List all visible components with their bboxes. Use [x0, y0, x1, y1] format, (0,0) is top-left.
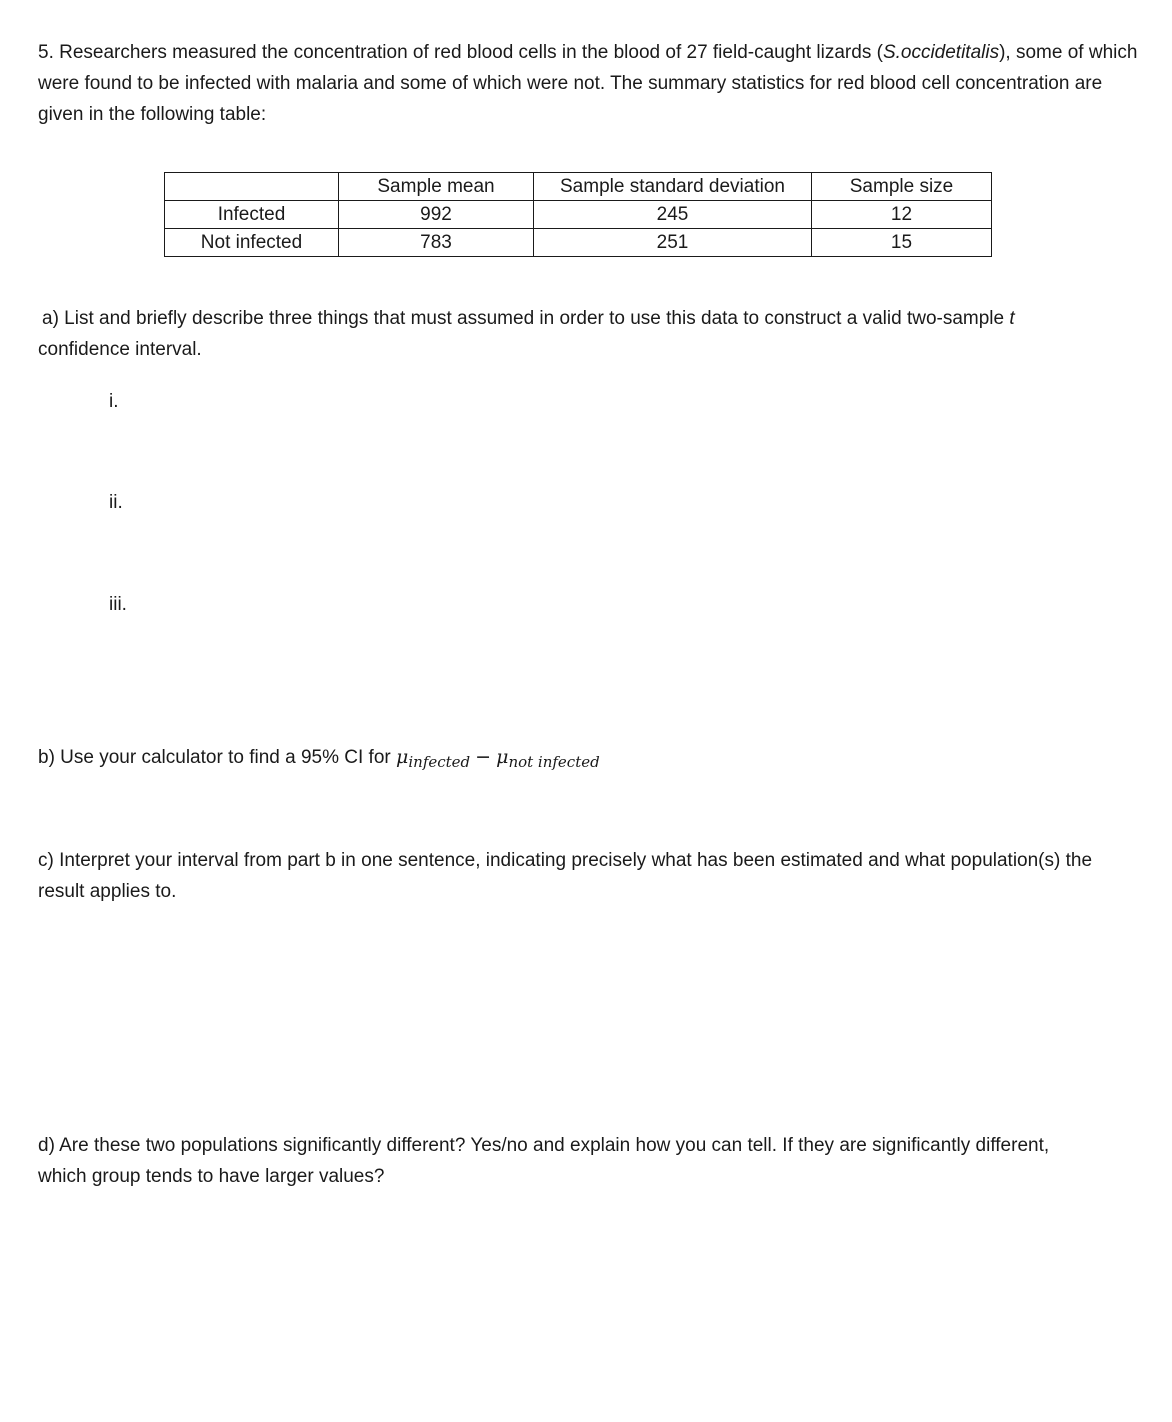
table-cell: 15	[812, 229, 992, 257]
intro-text-end: ), some of which were found to be infected with malaria and some of which were not. The summary statistics for red blood cell concentration are given in the following table:	[38, 42, 1138, 125]
table-cell: 12	[812, 201, 992, 229]
table-row	[165, 229, 992, 257]
header-cell	[165, 173, 339, 201]
table-cell: 251	[534, 229, 812, 257]
answer-item-ii: ii.	[109, 492, 123, 513]
question-c: c) Interpret your interval from part b in one sentence, indicating precisely what has been estimated and what population(s) the result applies to.	[38, 850, 1093, 902]
mean-difference-formula	[396, 746, 600, 771]
row-label: Infected	[165, 201, 339, 229]
question-a-text: a) List and briefly describe three things that must assumed in order to use this data to construct a valid two-sample	[42, 308, 1005, 329]
table-row	[165, 201, 992, 229]
mu-symbol: μ	[496, 746, 509, 768]
table-cell: 245	[534, 201, 812, 229]
table-cell: 992	[339, 201, 534, 229]
question-d: d) Are these two populations significantly different? Yes/no and explain how you can tell. If they are significantly different, which group tends to have larger values?	[38, 1135, 1050, 1187]
header-cell: Sample standard deviation	[534, 173, 812, 201]
table-header-row	[165, 173, 992, 201]
mu-symbol: μ	[396, 746, 409, 768]
table-cell: 783	[339, 229, 534, 257]
header-cell: Sample mean	[339, 173, 534, 201]
species-name: S.occidetitalis	[882, 42, 1000, 63]
question-a	[38, 303, 1138, 365]
subscript-infected: infected	[408, 753, 471, 771]
header-cell: Sample size	[812, 173, 992, 201]
question-a-text-end: confidence interval.	[38, 339, 202, 360]
intro-paragraph	[38, 37, 1138, 130]
row-label: Not infected	[165, 229, 339, 257]
question-b-text: b) Use your calculator to find a 95% CI for	[38, 747, 391, 768]
subscript-not-infected: not infected	[508, 753, 600, 771]
intro-text: 5. Researchers measured the concentration of red blood cells in the blood of 27 field-caught lizards (	[38, 42, 883, 63]
answer-item-iii: iii.	[109, 594, 127, 615]
t-symbol: t	[1009, 308, 1015, 329]
summary-statistics-table	[164, 172, 992, 257]
minus-sign: −	[475, 746, 492, 768]
answer-item-i: i.	[109, 391, 119, 412]
question-b	[38, 742, 1138, 773]
